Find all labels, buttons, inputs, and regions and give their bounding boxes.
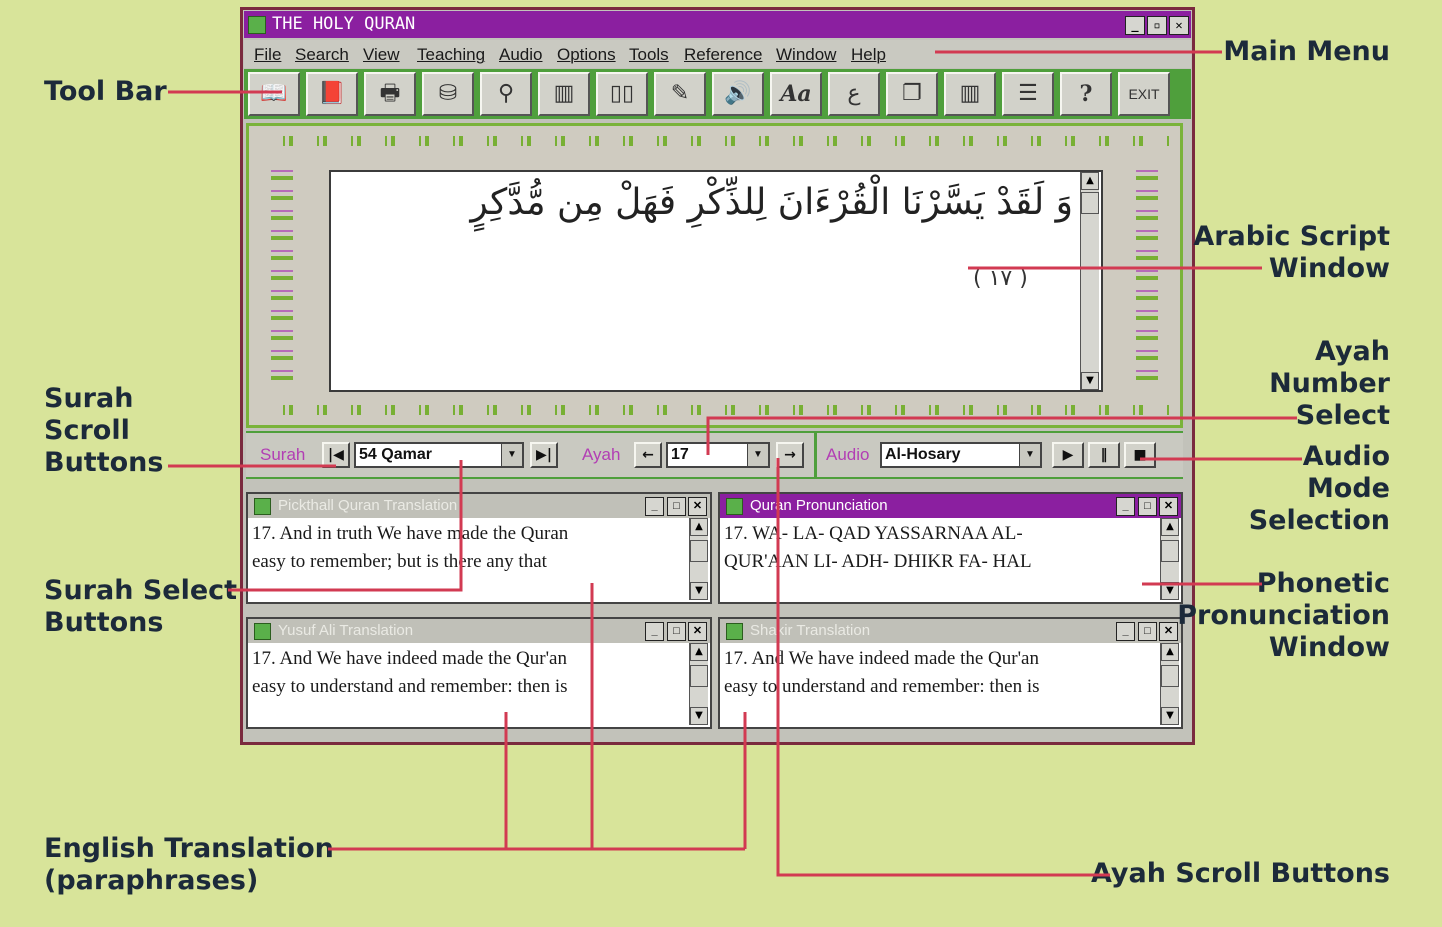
surah-next-icon[interactable]: ▶|	[530, 442, 558, 468]
pen-search-icon[interactable]: ✎	[654, 72, 706, 116]
menu-tools[interactable]: Tools	[629, 45, 669, 64]
pane-line: easy to remember; but is there any that	[252, 551, 547, 572]
pane-text	[252, 520, 686, 598]
title-bar[interactable]	[244, 11, 1191, 38]
scroll-up-icon[interactable]: ▲	[690, 518, 708, 536]
font-icon[interactable]: Aa	[770, 72, 822, 116]
search-icon[interactable]: ⚲	[480, 72, 532, 116]
ayah-prev-icon[interactable]: ←	[634, 442, 662, 468]
callout-line: Number	[1269, 368, 1390, 399]
chevron-down-icon[interactable]: ▼	[1019, 444, 1040, 466]
audio-mode-select[interactable]	[880, 442, 1042, 468]
play-icon[interactable]: ▶	[1052, 442, 1084, 468]
callout-line: Mode	[1306, 473, 1390, 504]
callout-line: Scroll	[44, 415, 130, 446]
menu-file[interactable]: File	[254, 45, 282, 64]
maximize-icon[interactable]: □	[667, 497, 686, 516]
pane-text	[724, 520, 1157, 598]
yusuf-ali-translation-pane[interactable]	[246, 617, 712, 729]
pane-line: 17. WA- LA- QAD YASSARNAA AL-	[724, 523, 1023, 544]
pane-scrollbar[interactable]	[1160, 518, 1179, 600]
callout-arabic-script-window	[1193, 221, 1390, 285]
open-book-icon[interactable]: 📖	[248, 72, 300, 116]
pane-icon[interactable]	[726, 498, 743, 515]
bookmark-book-icon[interactable]: 📕	[306, 72, 358, 116]
maximize-icon[interactable]: □	[1138, 622, 1157, 641]
pane-title-bar[interactable]	[720, 619, 1181, 643]
callout-line: Arabic Script	[1193, 221, 1390, 252]
callout-line: Audio	[1302, 441, 1390, 472]
restore-icon[interactable]: ▫	[1147, 16, 1167, 35]
callout-line: Phonetic	[1256, 568, 1390, 599]
maximize-icon[interactable]: □	[1138, 497, 1157, 516]
navigation-bar	[246, 431, 1183, 479]
main-menu	[244, 40, 1191, 68]
pause-icon[interactable]: ‖	[1088, 442, 1120, 468]
callout-line: Window	[1268, 632, 1390, 663]
audio-label: Audio	[826, 445, 870, 464]
close-icon[interactable]: ✕	[688, 497, 707, 516]
callout-english-translation	[44, 833, 334, 897]
audio-select-value: Al-Hosary	[885, 446, 961, 463]
pronunciation-pane[interactable]	[718, 492, 1183, 604]
menu-audio[interactable]: Audio	[499, 45, 543, 64]
callout-line: Buttons	[44, 607, 164, 638]
menu-search[interactable]: Search	[295, 45, 349, 64]
arabic-verse: وَ لَقَدْ يَسَّرْنَا الْقُرْءَانَ لِلذِّكْرِ فَهَلْ مِن مُّدَّكِرٍ	[470, 182, 1073, 223]
ornament-right	[1136, 160, 1158, 390]
pane-line: 17. And We have indeed made the Qur'an	[724, 648, 1039, 669]
database-icon[interactable]: ⛁	[422, 72, 474, 116]
callout-surah-select-buttons	[44, 575, 237, 639]
ayah-number-marker: ( ١٧ )	[973, 266, 1028, 291]
pane-scrollbar[interactable]	[689, 518, 708, 600]
app-icon[interactable]	[248, 16, 266, 34]
shakir-translation-pane[interactable]	[718, 617, 1183, 729]
pane-title-bar[interactable]	[248, 619, 710, 643]
arabic-script-window	[329, 170, 1103, 392]
callout-line: (paraphrases)	[44, 865, 259, 896]
pane-line: 17. And in truth We have made the Quran	[252, 523, 569, 544]
close-icon[interactable]: ✕	[1159, 622, 1178, 641]
surah-prev-icon[interactable]: |◀	[322, 442, 350, 468]
exit-icon[interactable]: EXIT	[1118, 72, 1170, 116]
surah-label: Surah	[260, 445, 306, 464]
scroll-down-icon[interactable]: ▼	[1161, 707, 1179, 725]
callout-phonetic-pronunciation-window	[1177, 568, 1390, 664]
pickthall-translation-pane[interactable]	[246, 492, 712, 604]
books-icon[interactable]: ▯▯	[596, 72, 648, 116]
ornament-bottom	[259, 405, 1169, 415]
menu-help[interactable]: Help	[851, 45, 886, 64]
callout-line: Buttons	[44, 447, 164, 478]
pane-scrollbar[interactable]	[689, 643, 708, 725]
printer-icon[interactable]: 🖶	[364, 72, 416, 116]
minimize-icon[interactable]: _	[1116, 622, 1135, 641]
pane-line: QUR'AAN LI- ADH- DHIKR FA- HAL	[724, 551, 1032, 572]
scroll-thumb[interactable]	[1081, 192, 1099, 214]
pane-line: 17. And We have indeed made the Qur'an	[252, 648, 567, 669]
ayah-next-icon[interactable]: →	[776, 442, 804, 468]
menu-view[interactable]: View	[363, 45, 400, 64]
tool-bar	[244, 69, 1191, 119]
scroll-thumb[interactable]	[1161, 665, 1179, 687]
callout-line: Surah	[44, 383, 134, 414]
arabic-script-frame	[246, 123, 1183, 428]
tile-windows-icon[interactable]: ▥	[944, 72, 996, 116]
minimize-icon[interactable]: _	[1125, 16, 1145, 35]
callout-line: Select	[1295, 400, 1390, 431]
cascade-windows-icon[interactable]: ❐	[886, 72, 938, 116]
menu-reference[interactable]: Reference	[684, 45, 763, 64]
divider	[814, 433, 817, 477]
close-icon[interactable]: ✕	[1169, 16, 1189, 35]
pane-title: Quran Pronunciation	[750, 497, 888, 514]
scroll-down-icon[interactable]: ▼	[1081, 372, 1099, 390]
library-icon[interactable]: ▥	[538, 72, 590, 116]
pane-title-bar[interactable]	[720, 494, 1181, 518]
ayah-number-select[interactable]	[666, 442, 770, 468]
close-icon[interactable]: ✕	[688, 622, 707, 641]
scroll-up-icon[interactable]: ▲	[1081, 172, 1099, 190]
callout-audio-mode-selection	[1249, 441, 1390, 537]
callout-line: Surah Select	[44, 575, 238, 606]
scroll-down-icon[interactable]: ▼	[1161, 582, 1179, 600]
ornament-top	[259, 136, 1169, 146]
ayah-label: Ayah	[582, 445, 621, 464]
callout-tool-bar: Tool Bar	[44, 76, 167, 107]
pane-text	[724, 645, 1157, 723]
pane-title: Shakir Translation	[750, 622, 871, 639]
application-window	[240, 7, 1195, 745]
scroll-up-icon[interactable]: ▲	[1161, 643, 1179, 661]
callout-line: Selection	[1248, 505, 1390, 536]
scroll-down-icon[interactable]: ▼	[690, 707, 708, 725]
window-title: THE HOLY QURAN	[272, 14, 416, 34]
stop-icon[interactable]: ■	[1124, 442, 1156, 468]
ayah-select-value: 17	[671, 446, 689, 463]
scroll-thumb[interactable]	[690, 540, 708, 562]
minimize-icon[interactable]: _	[645, 622, 664, 641]
pane-title: Yusuf Ali Translation	[278, 622, 414, 639]
menu-teaching[interactable]: Teaching	[417, 45, 486, 64]
pane-scrollbar[interactable]	[1160, 643, 1179, 725]
pane-title: Pickthall Quran Translation	[278, 497, 458, 514]
maximize-icon[interactable]: □	[667, 622, 686, 641]
callout-line: Pronunciation	[1177, 600, 1390, 631]
callout-line: English Translation	[44, 833, 334, 864]
scroll-up-icon[interactable]: ▲	[690, 643, 708, 661]
pane-title-bar[interactable]	[248, 494, 710, 518]
menu-window[interactable]: Window	[776, 45, 837, 64]
arabic-letter-icon[interactable]: ع	[828, 72, 880, 116]
ornament-left	[271, 160, 293, 390]
chevron-down-icon[interactable]: ▼	[747, 444, 768, 466]
minimize-icon[interactable]: _	[645, 497, 664, 516]
pane-line: easy to understand and remember: then is	[252, 676, 568, 697]
callout-ayah-scroll-buttons: Ayah Scroll Buttons	[1090, 858, 1390, 889]
scroll-up-icon[interactable]: ▲	[1161, 518, 1179, 536]
scroll-thumb[interactable]	[690, 665, 708, 687]
pane-icon[interactable]	[254, 498, 271, 515]
callout-ayah-number-select	[1269, 336, 1390, 432]
scroll-thumb[interactable]	[1161, 540, 1179, 562]
arabic-scrollbar[interactable]	[1080, 172, 1099, 390]
pane-icon[interactable]	[726, 623, 743, 640]
minimize-icon[interactable]: _	[1116, 497, 1135, 516]
close-icon[interactable]: ✕	[1159, 497, 1178, 516]
speaker-icon[interactable]: 🔊	[712, 72, 764, 116]
help-icon[interactable]: ?	[1060, 72, 1112, 116]
chevron-down-icon[interactable]: ▼	[501, 444, 522, 466]
menu-options[interactable]: Options	[557, 45, 616, 64]
surah-select[interactable]	[354, 442, 524, 468]
callout-main-menu: Main Menu	[1223, 36, 1390, 67]
pane-line: easy to understand and remember: then is	[724, 676, 1040, 697]
list-icon[interactable]: ☰	[1002, 72, 1054, 116]
surah-select-value: 54 Qamar	[359, 446, 432, 463]
callout-line: Ayah	[1315, 336, 1390, 367]
callout-line: Window	[1268, 253, 1390, 284]
pane-icon[interactable]	[254, 623, 271, 640]
pane-text	[252, 645, 686, 723]
callout-surah-scroll-buttons	[44, 383, 163, 479]
scroll-down-icon[interactable]: ▼	[690, 582, 708, 600]
